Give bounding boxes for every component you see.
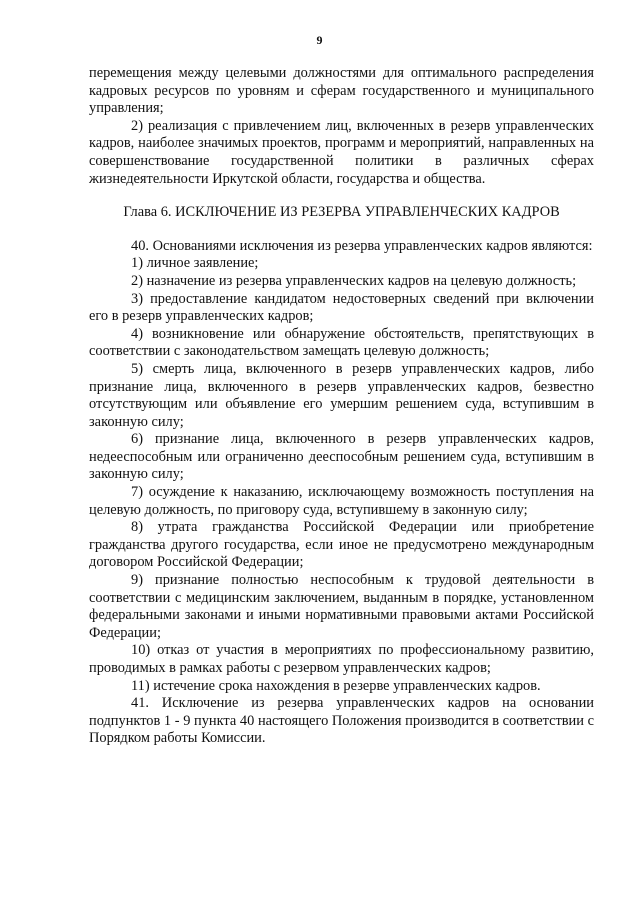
paragraph: 2) реализация с привлечением лиц, включенных в резерв управленческих кадров, наиболее значимых проектов, программ и мероприятий, направленных на совершенствование государственной политики в различных сферах жизнедеятельности Иркутской области, государства и общества. bbox=[89, 117, 594, 187]
list-item: 2) назначение из резерва управленческих кадров на целевую должность; bbox=[131, 272, 577, 289]
list-item: 4) возникновение или обнаружение обстоятельств, препятствующих в соответствии с законодательством замещать целевую должность; bbox=[89, 325, 594, 360]
list-item: 11) истечение срока нахождения в резерве управленческих кадров. bbox=[131, 677, 541, 694]
list-item: 10) отказ от участия в мероприятиях по профессиональному развитию, проводимых в рамках работы с резервом управленческих кадров; bbox=[89, 642, 594, 676]
list-item: 1) личное заявление; bbox=[131, 255, 259, 272]
list-item: 5) смерть лица, включенного в резерв управленческих кадров, либо признание лица, включенного в резерв управленческих кадров, безвестно отсутствующим или объявление его умершим решением суда, вступившим в законную силу; bbox=[89, 360, 594, 430]
list-item: 9) признание полностью неспособным к трудовой деятельности в соответствии с медицинским заключением, выданным в порядке, установленном федеральными законами и иными нормативными правовыми актами Российской Федерации; bbox=[89, 572, 594, 641]
paragraph: 41. Исключение из резерва управленческих кадров на основании подпунктов 1 - 9 пункта 40 настоящего Положения производится в соответствии с Порядком работы Комиссии. bbox=[89, 695, 594, 747]
list-item: 6) признание лица, включенного в резерв управленческих кадров, недееспособным или ограниченно дееспособным решением суда, вступившим в законную силу; bbox=[89, 431, 594, 483]
list-item: 8) утрата гражданства Российской Федерации или приобретение гражданства другого государства, если иное не предусмотрено международным договором Российской Федерации; bbox=[89, 519, 594, 571]
document-body bbox=[89, 65, 594, 748]
page-number: 9 bbox=[316, 33, 323, 47]
paragraph: 40. Основаниями исключения из резерва управленческих кадров являются: bbox=[131, 237, 593, 254]
paragraph: перемещения между целевыми должностями для оптимального распределения кадровых ресурсов по уровням и сферам государственного и муниципального управления; bbox=[89, 65, 594, 117]
list-item: 7) осуждение к наказанию, исключающему возможность поступления на целевую должность, по приговору суда, вступившему в законную силу; bbox=[89, 484, 594, 518]
list-item: 3) предоставление кандидатом недостоверных сведений при включении его в резерв управленческих кадров; bbox=[89, 290, 594, 325]
chapter-heading: Глава 6. ИСКЛЮЧЕНИЕ ИЗ РЕЗЕРВА УПРАВЛЕНЧЕСКИХ КАДРОВ bbox=[123, 204, 560, 221]
